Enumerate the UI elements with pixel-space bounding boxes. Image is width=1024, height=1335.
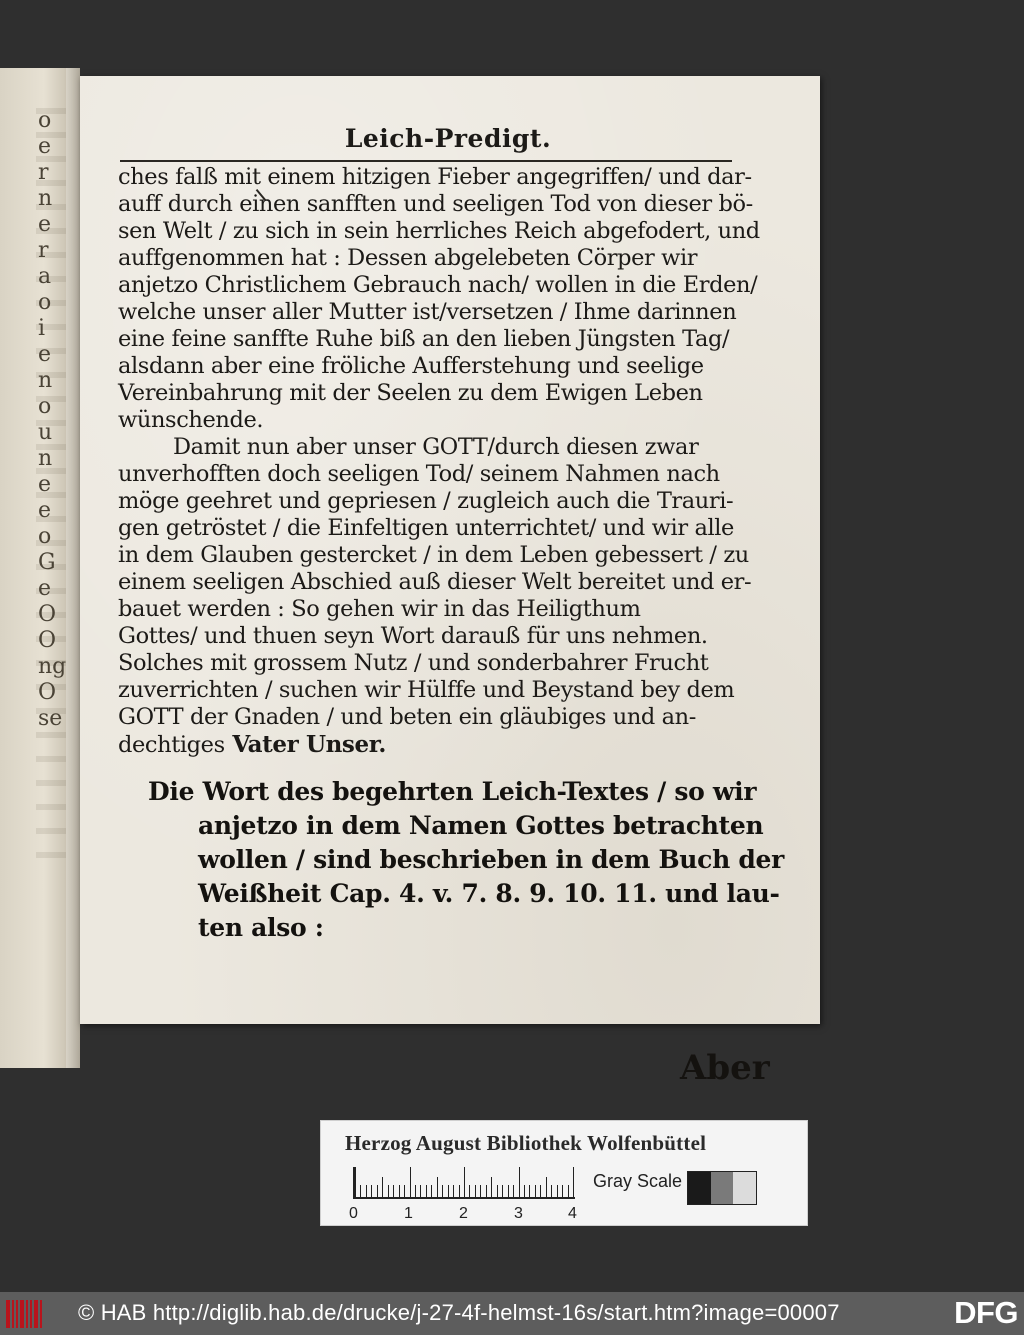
plastic-sheet-edge (66, 68, 80, 1068)
running-head: Leich-Predigt. (344, 124, 552, 153)
ruler-tick (410, 1167, 411, 1197)
adjacent-glyph: G (38, 550, 56, 575)
adjacent-glyph: n (38, 368, 53, 393)
ruler-tick (529, 1185, 530, 1197)
ruler-label-3: 3 (514, 1205, 523, 1222)
body-line: alsdann aber eine fröliche Aufferstehung und seelige (118, 353, 704, 379)
ruler-tick (377, 1185, 378, 1197)
gray-scale-label: Gray Scale (593, 1171, 683, 1191)
body-text (118, 164, 760, 759)
scripture-line: anjetzo in dem Namen Gottes betrachten (198, 811, 764, 840)
ruler-tick (415, 1185, 416, 1197)
library-name: Herzog August Bibliothek Wolfenbüttel (345, 1131, 707, 1155)
adjacent-glyph: e (38, 576, 52, 601)
copyright-url[interactable]: © HAB http://diglib.hab.de/drucke/j-27-4f-helmst-16s/start.htm?image=00007 (78, 1300, 840, 1325)
adjacent-glyph: O (38, 628, 57, 653)
body-line: unverhofften doch seeligen Tod/ seinem Nahmen nach (118, 461, 720, 487)
catchword: Aber (680, 1048, 770, 1088)
barcode-bar (30, 1300, 32, 1328)
adjacent-glyph: e (38, 342, 52, 367)
adjacent-glyph: O (38, 680, 57, 705)
vater-unser: Vater Unser. (224, 731, 386, 758)
ruler-tick (513, 1185, 514, 1197)
body-line: eine feine sanffte Ruhe biß an den lieben Jüngsten Tag/ (118, 326, 730, 352)
gray-swatch (711, 1172, 734, 1204)
body-line: einem seeligen Abschied auß dieser Welt bereitet und er- (118, 569, 752, 595)
adjacent-glyph: ng (38, 654, 66, 679)
ruler-tick (486, 1185, 487, 1197)
ruler-tick (535, 1185, 536, 1197)
body-line: gen getröstet / die Einfeltigen unterrichtet/ und wir alle (118, 515, 734, 541)
ruler-tick (388, 1185, 389, 1197)
ruler-label-2: 2 (459, 1205, 468, 1222)
adjacent-glyph: n (38, 186, 53, 211)
ruler-tick (360, 1185, 361, 1197)
ruler-tick (431, 1185, 432, 1197)
body-line: welche unser aller Mutter ist/versetzen / Ihme darinnen (118, 299, 737, 325)
barcode-bar (6, 1300, 10, 1328)
body-line: anjetzo Christlichem Gebrauch nach/ wollen in die Erden/ (118, 272, 758, 298)
ruler-tick (562, 1185, 563, 1197)
measurement-ruler (353, 1167, 575, 1199)
gray-swatch (688, 1172, 711, 1204)
book-page (80, 76, 820, 1088)
scripture-line: ten also : (198, 913, 324, 942)
ruler-tick (502, 1185, 503, 1197)
adjacent-glyph: o (38, 524, 52, 549)
page-text-block (118, 124, 785, 945)
hab-barcode-icon (6, 1300, 48, 1328)
ruler-tick (519, 1167, 520, 1197)
body-line: bauet werden : So gehen wir in das Heiligthum (118, 596, 641, 622)
barcode-bar (26, 1300, 28, 1328)
ruler-tick (404, 1185, 405, 1197)
body-line: wünschende. (118, 407, 264, 433)
ruler-tick (355, 1167, 356, 1197)
ruler-tick (568, 1185, 569, 1197)
body-line: Solches mit grossem Nutz / und sonderbahrer Frucht (118, 650, 709, 676)
ruler-tick (469, 1185, 470, 1197)
ruler-tick (437, 1177, 438, 1197)
ruler-tick (393, 1185, 394, 1197)
scripture-line: Weißheit Cap. 4. v. 7. 8. 9. 10. 11. und lau- (198, 879, 780, 908)
barcode-bar (12, 1300, 14, 1328)
adjacent-page-text-margin (36, 108, 66, 868)
ruler-tick (508, 1185, 509, 1197)
ruler-tick (497, 1185, 498, 1197)
adjacent-glyph: e (38, 472, 52, 497)
barcode-bar (16, 1300, 18, 1328)
ruler-tick (426, 1185, 427, 1197)
body-line: GOTT der Gnaden / und beten ein gläubiges und an- (118, 704, 696, 730)
ruler-tick (480, 1185, 481, 1197)
header-rule (120, 160, 732, 162)
body-line: in dem Glauben gestercket / in dem Leben gebessert / zu (118, 542, 749, 568)
adjacent-glyph: o (38, 394, 52, 419)
ruler-tick (448, 1185, 449, 1197)
gray-swatch (733, 1172, 756, 1204)
body-line: zuverrichten / suchen wir Hülffe und Beystand bey dem (118, 677, 735, 703)
ruler-label-1: 1 (404, 1205, 413, 1222)
ruler-tick (573, 1167, 574, 1197)
ruler-tick (371, 1185, 372, 1197)
body-line: sen Welt / zu sich in sein herrliches Reich abgefodert, und (118, 218, 760, 244)
body-line: Gottes/ und thuen seyn Wort darauß für uns nehmen. (118, 623, 708, 649)
adjacent-glyph: r (38, 160, 49, 185)
ruler-tick (420, 1185, 421, 1197)
adjacent-glyph: i (38, 316, 46, 341)
dfg-logo: DFG (954, 1295, 1018, 1330)
adjacent-glyph: se (38, 706, 63, 731)
adjacent-glyph: O (38, 602, 57, 627)
adjacent-glyph: e (38, 498, 52, 523)
color-scale-card (320, 1120, 808, 1226)
adjacent-glyph: o (38, 108, 52, 133)
ruler-tick (399, 1185, 400, 1197)
ruler-tick (442, 1185, 443, 1197)
ruler-tick (459, 1185, 460, 1197)
ruler-label-4: 4 (568, 1205, 577, 1222)
barcode-bar (40, 1300, 42, 1328)
body-line: Vereinbahrung mit der Seelen zu dem Ewigen Leben (118, 380, 703, 406)
scripture-heading (118, 775, 785, 945)
ruler-tick (464, 1167, 465, 1197)
ruler-tick (540, 1185, 541, 1197)
ruler-tick (491, 1177, 492, 1197)
scripture-line: Die Wort des begehrten Leich-Textes / so wir (148, 777, 757, 806)
ruler-tick (546, 1177, 547, 1197)
adjacent-glyph: r (38, 238, 49, 263)
adjacent-glyph: a (38, 264, 52, 289)
ruler-tick (524, 1185, 525, 1197)
ruler-tick (366, 1185, 367, 1197)
body-line: Damit nun aber unser GOTT/durch diesen zwar (173, 434, 699, 460)
ruler-tick (551, 1185, 552, 1197)
adjacent-glyph: u (38, 420, 53, 445)
gray-scale-swatches (687, 1171, 757, 1205)
barcode-bar (34, 1300, 38, 1328)
ruler-tick (382, 1177, 383, 1197)
body-line: möge geehret und gepriesen / zugleich auch die Trauri- (118, 488, 734, 514)
barcode-bar (20, 1300, 24, 1328)
adjacent-glyph: e (38, 134, 52, 159)
adjacent-glyph: e (38, 212, 52, 237)
scripture-line: wollen / sind beschrieben in dem Buch der (198, 845, 785, 874)
ruler-tick (453, 1185, 454, 1197)
ruler-tick (557, 1185, 558, 1197)
ruler-label-0: 0 (349, 1205, 358, 1222)
body-line: ches falß mit einem hitzigen Fieber angegriffen/ und dar- (118, 164, 752, 190)
adjacent-glyph: o (38, 290, 52, 315)
adjacent-glyph: n (38, 446, 53, 471)
ruler-tick (475, 1185, 476, 1197)
body-line: auff durch einen sanfften und seeligen Tod von dieser bö- (118, 191, 753, 217)
body-line: dechtiges Vater Unser. (118, 731, 386, 758)
footer-bar (0, 1292, 1024, 1335)
adjacent-page-glyphs (36, 108, 66, 868)
body-line: auffgenommen hat : Dessen abgelebeten Cörper wir (118, 245, 698, 271)
